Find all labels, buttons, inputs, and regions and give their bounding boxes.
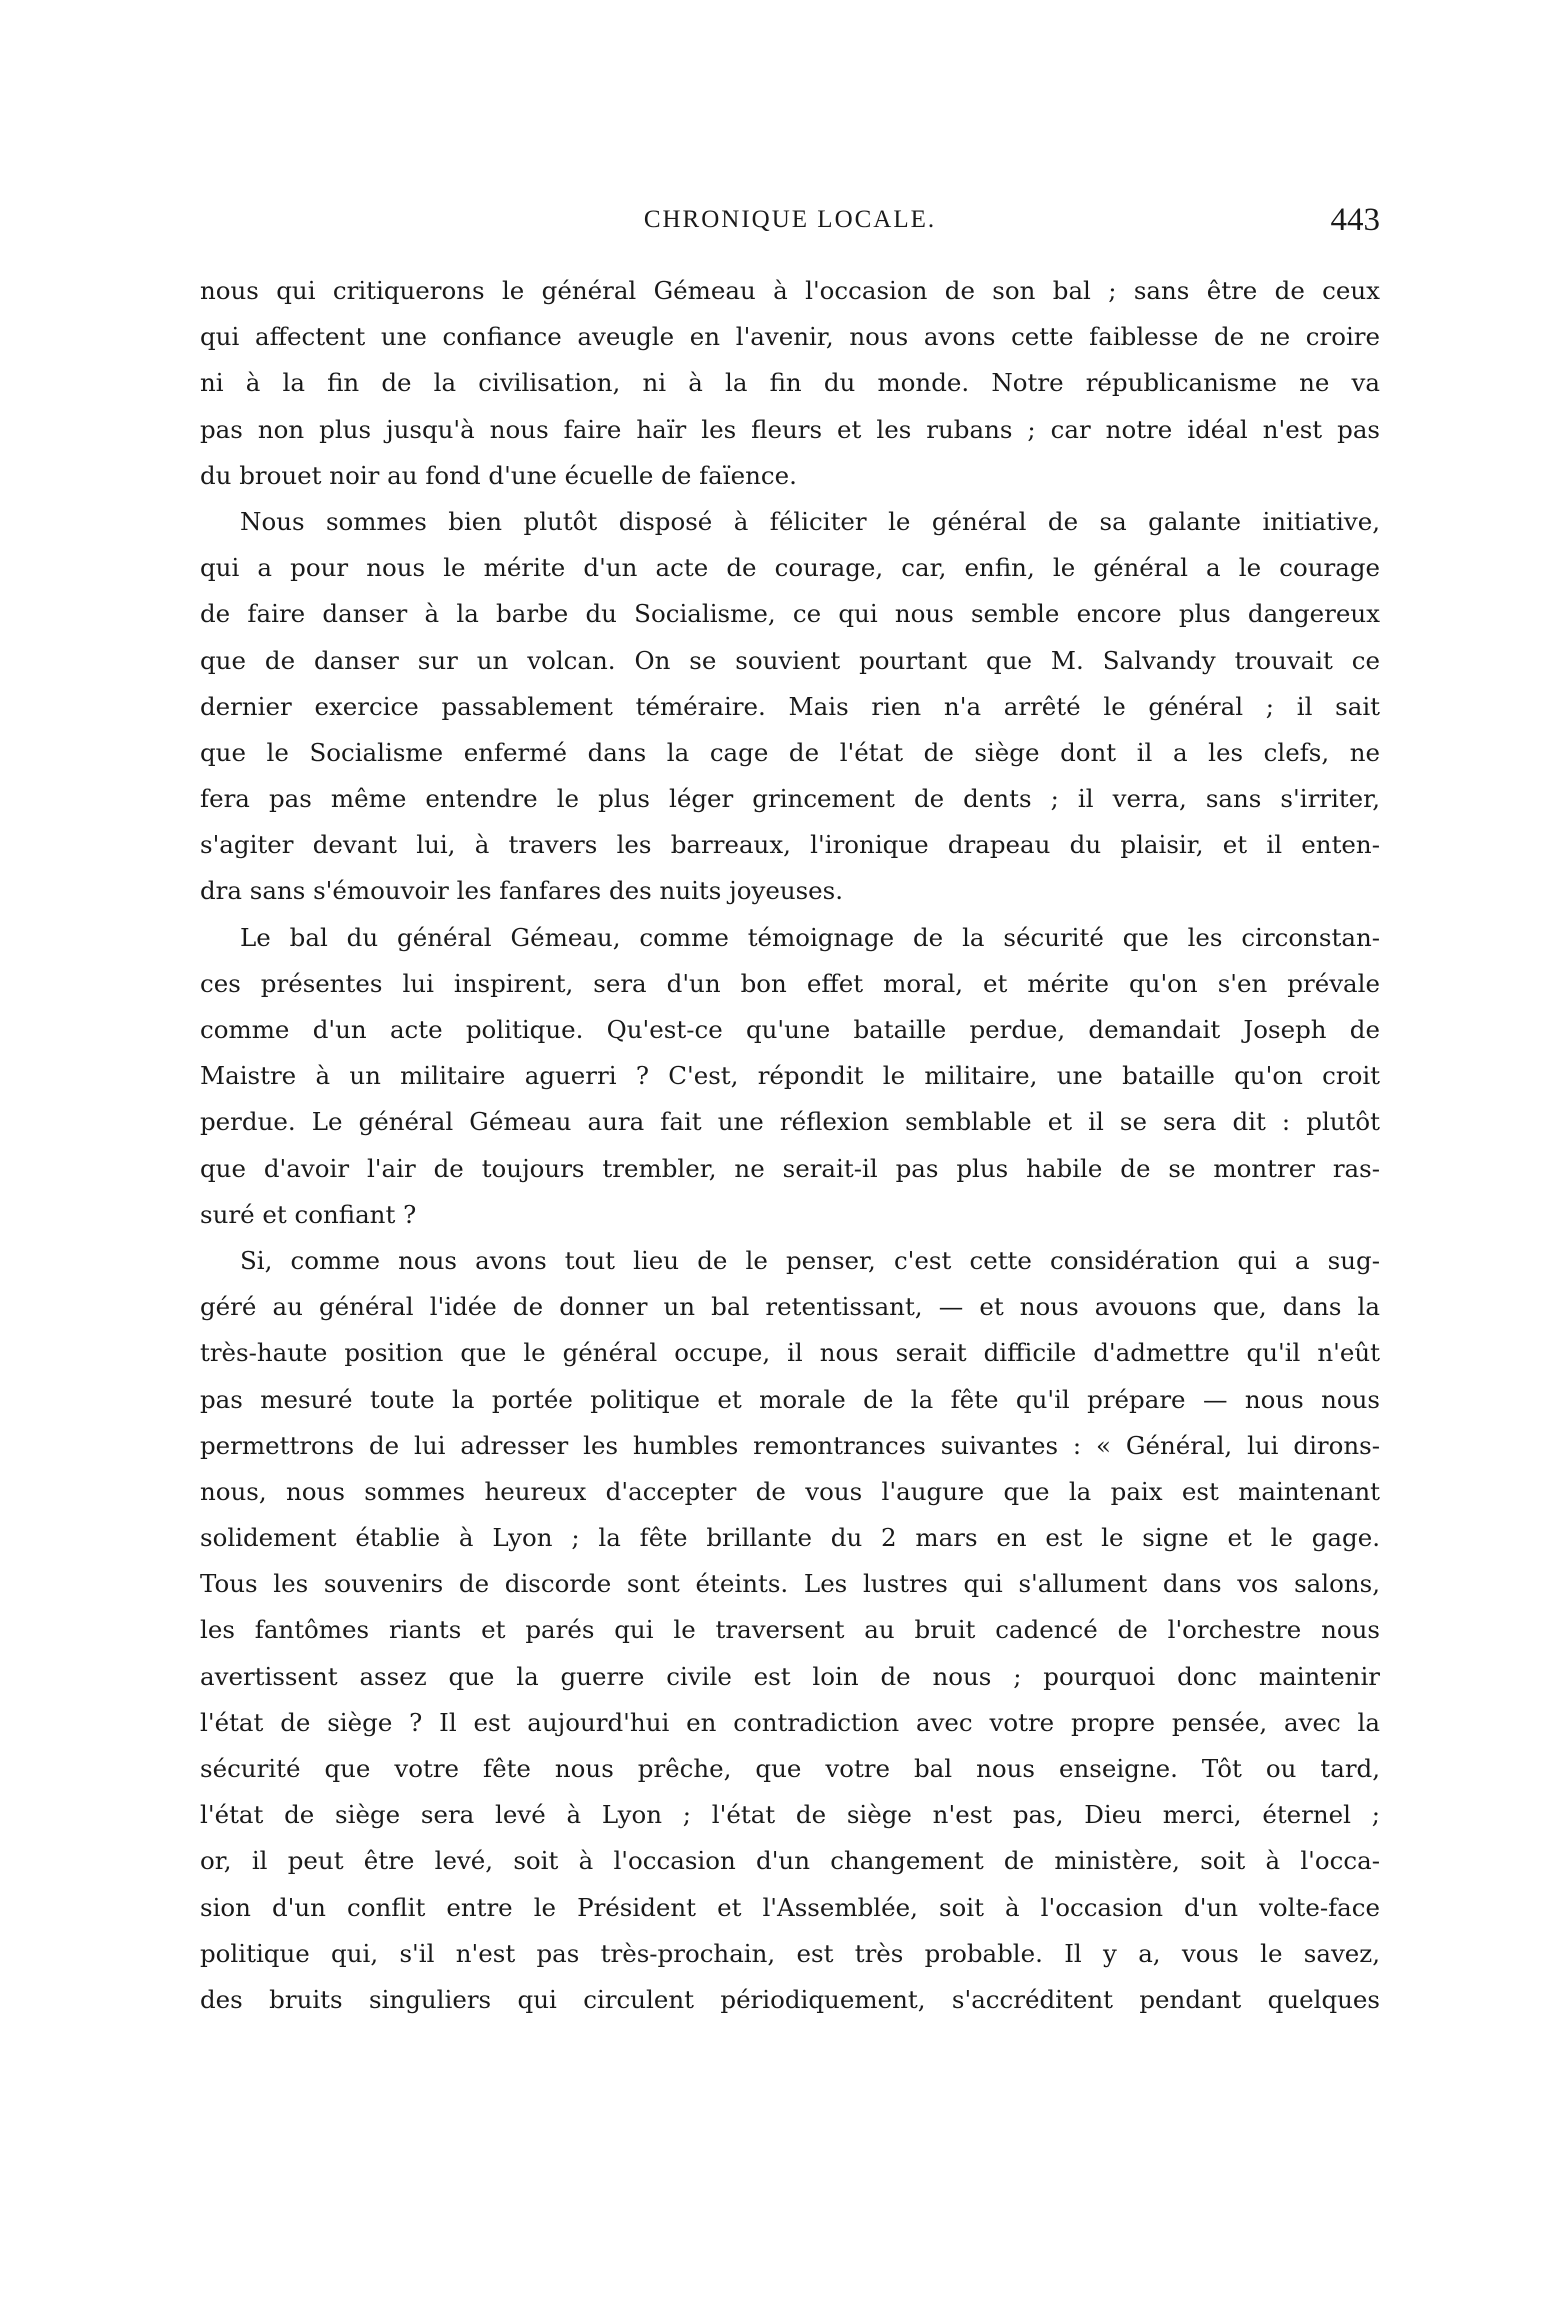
text-line: qui affectent une confiance aveugle en l'avenir, nous avons cette faiblesse de ne croire [200,322,1380,352]
paragraph-3 [200,915,1380,1238]
text-line: nous, nous sommes heureux d'accepter de vous l'augure que la paix est maintenant [200,1476,1380,1506]
text-line: de faire danser à la barbe du Socialisme, ce qui nous semble encore plus dangereux [200,599,1380,629]
paragraph-4 [200,1238,1380,2023]
text-line: l'état de siège sera levé à Lyon ; l'état de siège n'est pas, Dieu merci, éternel ; [200,1800,1380,1830]
paragraph-1 [200,268,1380,499]
text-line: fera pas même entendre le plus léger grincement de dents ; il verra, sans s'irriter, [200,784,1380,814]
paragraph-2 [200,499,1380,915]
page-number: 443 [1330,202,1380,238]
text-line: ces présentes lui inspirent, sera d'un bon effet moral, et mérite qu'on s'en prévale [200,968,1380,998]
text-line: politique qui, s'il n'est pas très-prochain, est très probable. Il y a, vous le savez, [200,1938,1380,1968]
text-line: pas non plus jusqu'à nous faire haïr les fleurs et les rubans ; car notre idéal n'est pas [200,414,1380,444]
text-line: que de danser sur un volcan. On se souvient pourtant que M. Salvandy trouvait ce [200,645,1380,675]
running-header [200,202,1380,246]
text-line: qui a pour nous le mérite d'un acte de courage, car, enfin, le général a le courage [200,553,1380,583]
text-line: sécurité que votre fête nous prêche, que votre bal nous enseigne. Tôt ou tard, [200,1754,1380,1783]
text-line: Maistre à un militaire aguerri ? C'est, répondit le militaire, une bataille qu'on croit [200,1061,1380,1091]
text-line: or, il peut être levé, soit à l'occasion d'un changement de ministère, soit à l'occa- [200,1846,1380,1876]
text-line: nous qui critiquerons le général Gémeau à l'occasion de son bal ; sans être de ceux [200,276,1380,305]
text-line: comme d'un acte politique. Qu'est-ce qu'une bataille perdue, demandait Joseph de [200,1015,1380,1044]
text-line: que le Socialisme enfermé dans la cage de l'état de siège dont il a les clefs, ne [200,737,1380,767]
text-line: permettrons de lui adresser les humbles remontrances suivantes : « Général, lui dirons- [200,1430,1380,1460]
text-line: que d'avoir l'air de toujours trembler, ne serait-il pas plus habile de se montrer ras- [200,1153,1380,1183]
running-title: CHRONIQUE LOCALE. [643,206,937,233]
text-line: géré au général l'idée de donner un bal retentissant, — et nous avouons que, dans la [200,1292,1380,1322]
text-line: dra sans s'émouvoir les fanfares des nuits joyeuses. [200,876,844,906]
text-line: perdue. Le général Gémeau aura fait une réflexion semblable et il se sera dit : plutôt [200,1107,1380,1137]
text-line: suré et confiant ? [200,1199,417,1229]
text-line: Si, comme nous avons tout lieu de le penser, c'est cette considération qui a sug- [240,1245,1380,1275]
body-text [200,268,1380,2023]
text-line: dernier exercice passablement téméraire. Mais rien n'a arrêté le général ; il sait [200,691,1380,721]
text-line: les fantômes riants et parés qui le traversent au bruit cadencé de l'orchestre nous [200,1615,1380,1645]
text-line: avertissent assez que la guerre civile est loin de nous ; pourquoi donc maintenir [200,1661,1380,1691]
text-line: solidement établie à Lyon ; la fête brillante du 2 mars en est le signe et le gage. [200,1523,1380,1553]
text-line: pas mesuré toute la portée politique et morale de la fête qu'il prépare — nous nous [200,1384,1380,1414]
text-line: très-haute position que le général occupe, il nous serait difficile d'admettre qu'il n'eût [200,1338,1380,1368]
text-line: sion d'un conflit entre le Président et l'Assemblée, soit à l'occasion d'un volte-face [200,1892,1380,1922]
text-line: Tous les souvenirs de discorde sont éteints. Les lustres qui s'allument dans vos salons, [200,1569,1380,1599]
text-line: ni à la fin de la civilisation, ni à la fin du monde. Notre républicanisme ne va [200,368,1380,398]
text-line: l'état de siège ? Il est aujourd'hui en contradiction avec votre propre pensée, avec la [200,1707,1380,1737]
text-line: du brouet noir au fond d'une écuelle de faïence. [200,460,797,490]
text-line: Le bal du général Gémeau, comme témoignage de la sécurité que les circonstan- [240,922,1380,952]
text-line: s'agiter devant lui, à travers les barreaux, l'ironique drapeau du plaisir, et il enten- [200,830,1380,860]
text-line: des bruits singuliers qui circulent périodiquement, s'accréditent pendant quelques [200,1984,1380,2014]
text-line: Nous sommes bien plutôt disposé à féliciter le général de sa galante initiative, [240,506,1380,536]
